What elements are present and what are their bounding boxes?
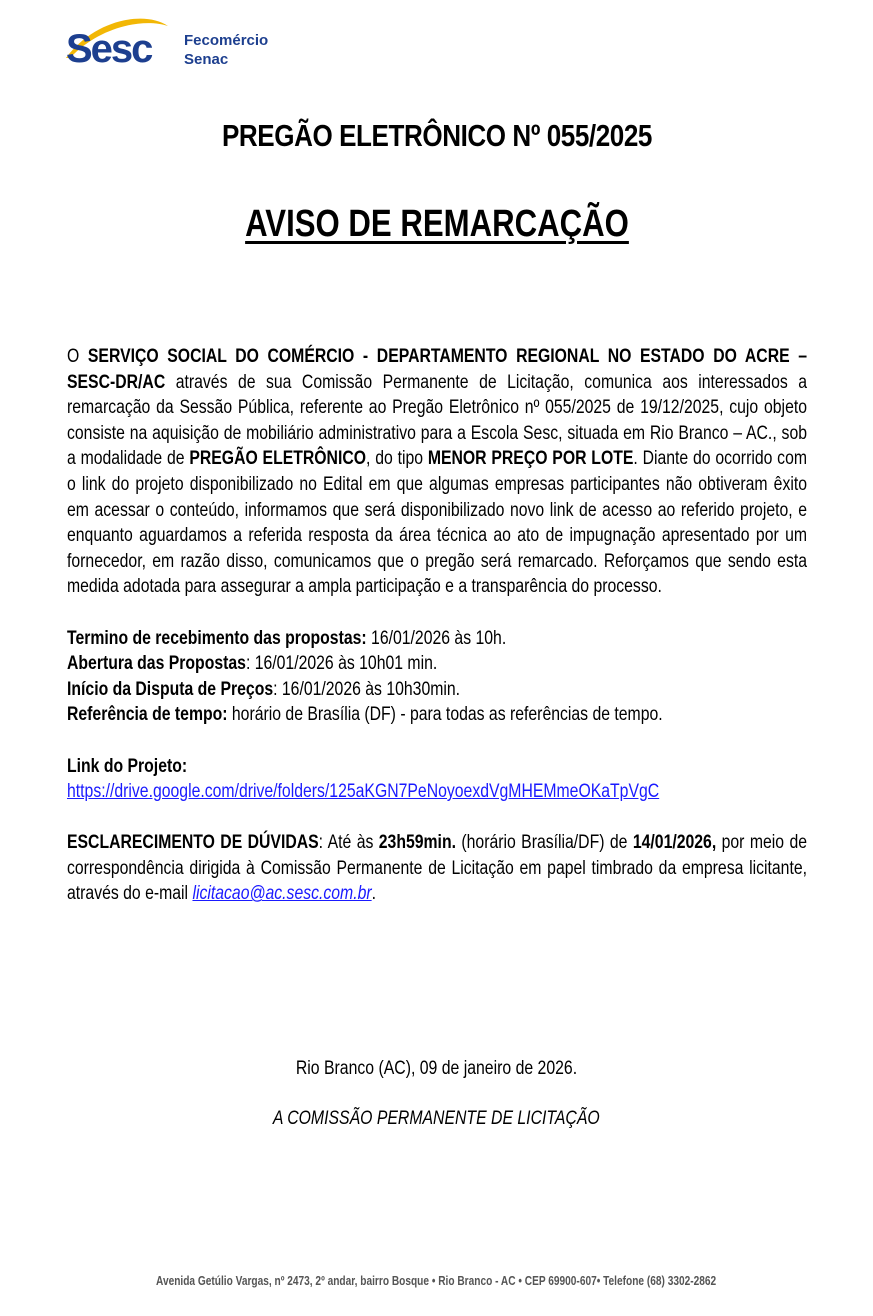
page-subtitle: AVISO DE REMARCAÇÃO bbox=[244, 203, 629, 245]
institution-name: SERVIÇO SOCIAL DO COMÉRCIO - DEPARTAMENTO REGIONAL NO ESTADO DO ACRE – SESC-DR/AC bbox=[67, 346, 808, 393]
document-body bbox=[67, 344, 807, 907]
clarification-paragraph: ESCLARECIMENTO DE DÚVIDAS: Até às 23h59min. (horário Brasília/DF) de 14/01/2026, por meio de correspondência dirigida à Comissão Permanente de Licitação em papel timbrado da empresa licitante, através do e-mail licitacao@ac.sesc.com.br. bbox=[67, 832, 808, 905]
logo-brand-text: Sesc bbox=[66, 27, 152, 70]
project-link-label: Link do Projeto: bbox=[67, 755, 188, 777]
sesc-logo-graphic bbox=[64, 12, 284, 70]
email-link[interactable]: licitacao@ac.sesc.com.br bbox=[192, 883, 372, 905]
intro-paragraph: O SERVIÇO SOCIAL DO COMÉRCIO - DEPARTAMENTO REGIONAL NO ESTADO DO ACRE – SESC-DR/AC através de sua Comissão Permanente de Licitação, comunica aos interessados a remarcação da Sessão Pública, referente ao Pregão Eletrônico nº 055/2025 de 19/12/2025, cujo objeto consiste na aquisição de mobiliário administrativo para a Escola Sesc, situada em Rio Branco – AC., sob a modalidade de PREGÃO ELETRÔNICO, do tipo MENOR PREÇO POR LOTE. Diante do ocorrido com o link do projeto disponibilizado no Edital em que algumas empresas participantes não obtiveram êxito em acessar o conteúdo, informamos que será disponibilizado novo link de acesso ao referido projeto, e enquanto aguardamos a referida resposta da área técnica ao ato de impugnação apresentado por um fornecedor, em razão disso, comunicamos que o pregão será remarcado. Reforçamos que sendo esta medida adotada para assegurar a ampla participação e a transparência do processo. bbox=[67, 346, 808, 598]
logo-partner-1: Fecomércio bbox=[184, 32, 269, 49]
place-date: Rio Branco (AC), 09 de janeiro de 2026. bbox=[295, 1058, 578, 1079]
schedule-item: Referência de tempo: horário de Brasília (DF) - para todas as referências de tempo. bbox=[67, 704, 663, 726]
logo-partner-2: Senac bbox=[184, 51, 229, 68]
schedule-item: Termino de recebimento das propostas: 16/01/2026 às 10h. bbox=[67, 627, 507, 649]
schedule-list bbox=[67, 626, 807, 728]
footer-address: Avenida Getúlio Vargas, nº 2473, 2º andar, bairro Bosque • Rio Branco - AC • CEP 69900-607• Telefone (68) 3302-2862 bbox=[156, 1273, 717, 1288]
sesc-logo bbox=[64, 12, 284, 70]
schedule-item: Abertura das Propostas: 16/01/2026 às 10h01 min. bbox=[67, 653, 438, 675]
schedule-item: Início da Disputa de Preços: 16/01/2026 às 10h30min. bbox=[67, 678, 461, 700]
project-link-section bbox=[67, 754, 807, 805]
signature: A COMISSÃO PERMANENTE DE LICITAÇÃO bbox=[273, 1108, 600, 1129]
page-title: PREGÃO ELETRÔNICO Nº 055/2025 bbox=[221, 118, 652, 153]
project-link[interactable]: https://drive.google.com/drive/folders/125aKGN7PeNoyoexdVgMHEMmeOKaTpVgC bbox=[67, 781, 660, 803]
